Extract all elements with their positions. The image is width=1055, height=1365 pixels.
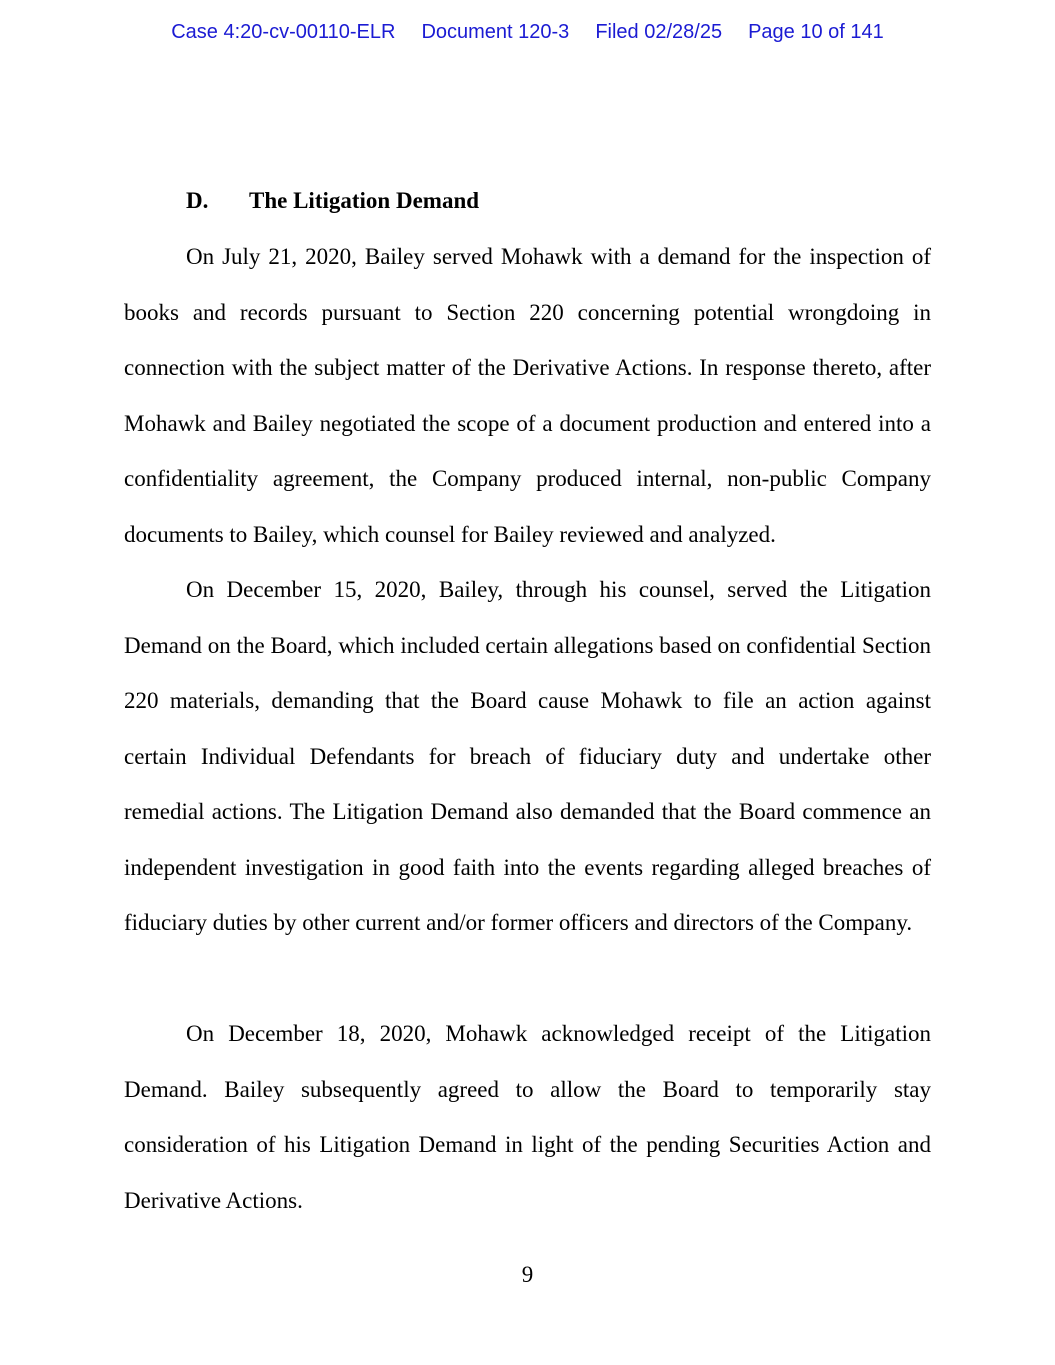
paragraph-inspection-demand: On July 21, 2020, Bailey served Mohawk with a demand for the inspection of books and records pursuant to Section 220 concerning potential wrongdoing in connection with the subject matter of the Derivative Actions. In response thereto, after Mohawk and Bailey negotiated the scope of a document production and entered into a confidentiality agreement, the Company produced internal, non-public Company documents to Bailey, which counsel for Bailey reviewed and analyzed. <box>124 244 931 547</box>
case-header <box>0 19 1055 45</box>
document-number: Document 120-3 <box>421 21 570 43</box>
filed-date: Filed 02/28/25 <box>595 21 723 43</box>
paragraph-litigation-demand: On December 15, 2020, Bailey, through his counsel, served the Litigation Demand on the Board, which included certain allegations based on confidential Section 220 materials, demanding that the Board cause Mohawk to file an action against certain Individual Defendants for breach of fiduciary duty and undertake other remedial actions. The Litigation Demand also demanded that the Board commence an independent investigation in good faith into the events regarding alleged breaches of fiduciary duties by other current and/or former officers and directors of the Company. <box>124 577 931 935</box>
paragraph-acknowledgment: On December 18, 2020, Mohawk acknowledged receipt of the Litigation Demand. Bailey subsequently agreed to allow the Board to temporarily stay consideration of his Litigation Demand in light of the pending Securities Action and Derivative Actions. <box>124 1021 931 1213</box>
section-title: The Litigation Demand <box>249 188 480 213</box>
case-number: Case 4:20-cv-00110-ELR <box>171 21 396 43</box>
page-of-total: Page 10 of 141 <box>748 21 884 43</box>
section-heading <box>186 185 479 217</box>
section-letter: D. <box>186 188 209 213</box>
page-number: 9 <box>521 1262 534 1287</box>
